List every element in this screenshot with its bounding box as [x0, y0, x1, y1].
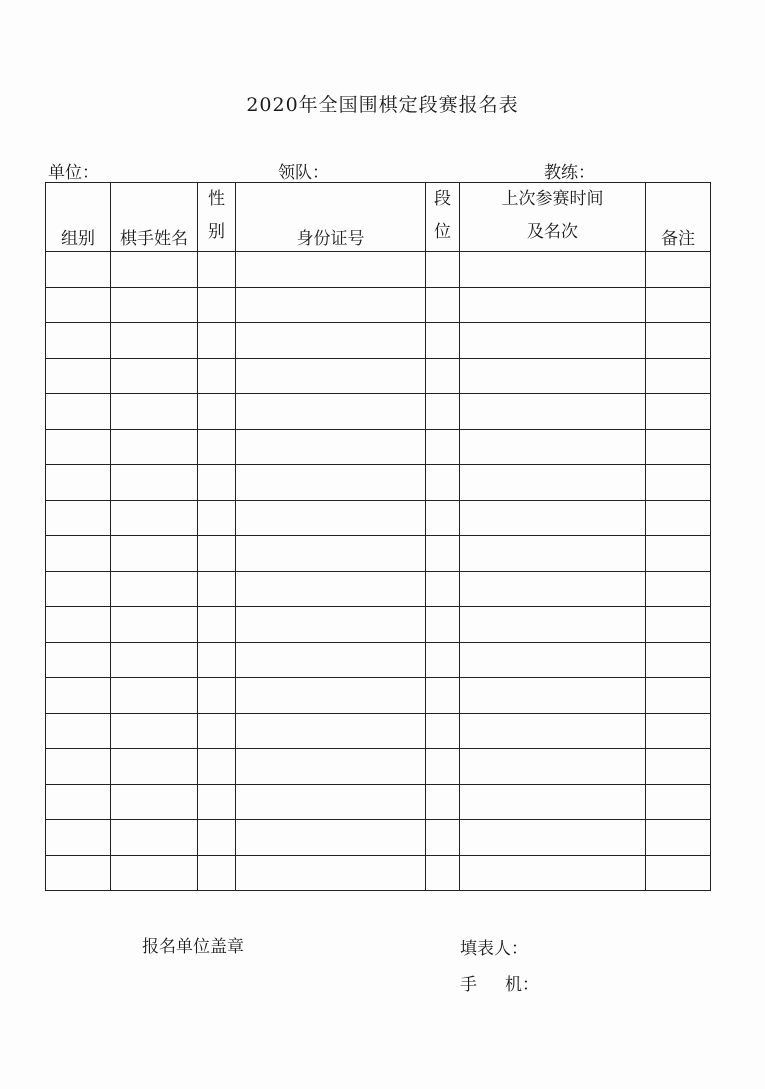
cell-player-name[interactable]: [111, 536, 198, 572]
cell-last-event[interactable]: [460, 713, 646, 749]
cell-group[interactable]: [46, 429, 111, 465]
table-row: [46, 784, 711, 820]
cell-gender[interactable]: [198, 287, 236, 323]
header-gender-bottom: 别: [208, 222, 225, 242]
header-rank-top: 段: [434, 189, 451, 209]
cell-last-event[interactable]: [460, 429, 646, 465]
cell-player-name[interactable]: [111, 500, 198, 536]
cell-remarks[interactable]: [646, 252, 711, 288]
cell-group[interactable]: [46, 820, 111, 856]
cell-group[interactable]: [46, 287, 111, 323]
table-row: [46, 713, 711, 749]
phone-label: [460, 970, 539, 995]
cell-id-number[interactable]: [236, 749, 426, 785]
cell-player-name[interactable]: [111, 642, 198, 678]
phone-label-part1: 手: [460, 975, 477, 995]
cell-rank[interactable]: [426, 252, 460, 288]
table-row: [46, 607, 711, 643]
cell-rank[interactable]: [426, 500, 460, 536]
table-row: [46, 252, 711, 288]
cell-player-name[interactable]: [111, 571, 198, 607]
cell-last-event[interactable]: [460, 394, 646, 430]
header-player-name: 棋手姓名: [111, 183, 198, 252]
cell-player-name[interactable]: [111, 749, 198, 785]
cell-group[interactable]: [46, 642, 111, 678]
cell-player-name[interactable]: [111, 784, 198, 820]
cell-id-number[interactable]: [236, 571, 426, 607]
cell-remarks[interactable]: [646, 678, 711, 714]
cell-gender[interactable]: [198, 323, 236, 359]
cell-last-event[interactable]: [460, 500, 646, 536]
cell-last-event[interactable]: [460, 678, 646, 714]
header-last-event: [460, 183, 646, 252]
cell-id-number[interactable]: [236, 429, 426, 465]
cell-remarks[interactable]: [646, 713, 711, 749]
cell-player-name[interactable]: [111, 713, 198, 749]
stamp-label: 报名单位盖章: [142, 937, 244, 957]
cell-id-number[interactable]: [236, 358, 426, 394]
cell-last-event[interactable]: [460, 642, 646, 678]
cell-player-name[interactable]: [111, 465, 198, 501]
cell-rank[interactable]: [426, 358, 460, 394]
cell-group[interactable]: [46, 465, 111, 501]
cell-remarks[interactable]: [646, 855, 711, 891]
cell-player-name[interactable]: [111, 287, 198, 323]
cell-remarks[interactable]: [646, 571, 711, 607]
cell-remarks[interactable]: [646, 287, 711, 323]
cell-gender[interactable]: [198, 358, 236, 394]
form-title: 2020年全国围棋定段赛报名表: [246, 94, 519, 116]
cell-rank[interactable]: [426, 678, 460, 714]
cell-player-name[interactable]: [111, 607, 198, 643]
header-last-event-bottom: 及名次: [527, 222, 578, 242]
filler-label: 填表人：: [460, 939, 528, 959]
cell-group[interactable]: [46, 500, 111, 536]
cell-id-number[interactable]: [236, 678, 426, 714]
cell-last-event[interactable]: [460, 465, 646, 501]
cell-last-event[interactable]: [460, 252, 646, 288]
table-row: [46, 642, 711, 678]
cell-remarks[interactable]: [646, 536, 711, 572]
cell-remarks[interactable]: [646, 429, 711, 465]
cell-group[interactable]: [46, 571, 111, 607]
cell-player-name[interactable]: [111, 855, 198, 891]
cell-id-number[interactable]: [236, 323, 426, 359]
cell-player-name[interactable]: [111, 678, 198, 714]
cell-gender[interactable]: [198, 820, 236, 856]
table-row: [46, 287, 711, 323]
cell-group[interactable]: [46, 855, 111, 891]
header-last-event-top: 上次参赛时间: [501, 189, 604, 209]
header-group: 组别: [46, 183, 111, 252]
cell-rank[interactable]: [426, 287, 460, 323]
cell-remarks[interactable]: [646, 394, 711, 430]
cell-rank[interactable]: [426, 394, 460, 430]
table-row: [46, 749, 711, 785]
leader-label: 领队：: [278, 163, 329, 183]
cell-group[interactable]: [46, 713, 111, 749]
cell-gender[interactable]: [198, 500, 236, 536]
header-rank: [426, 183, 460, 252]
table-row: [46, 820, 711, 856]
header-remarks: 备注: [646, 183, 711, 252]
header-id-number: 身份证号: [236, 183, 426, 252]
cell-remarks[interactable]: [646, 784, 711, 820]
cell-id-number[interactable]: [236, 642, 426, 678]
cell-group[interactable]: [46, 323, 111, 359]
cell-player-name[interactable]: [111, 429, 198, 465]
cell-last-event[interactable]: [460, 287, 646, 323]
cell-rank[interactable]: [426, 749, 460, 785]
cell-rank[interactable]: [426, 571, 460, 607]
cell-remarks[interactable]: [646, 358, 711, 394]
table-body: [46, 252, 711, 891]
cell-rank[interactable]: [426, 465, 460, 501]
cell-rank[interactable]: [426, 820, 460, 856]
cell-id-number[interactable]: [236, 855, 426, 891]
phone-label-part2: 机：: [505, 975, 539, 995]
cell-last-event[interactable]: [460, 749, 646, 785]
cell-gender[interactable]: [198, 855, 236, 891]
cell-id-number[interactable]: [236, 713, 426, 749]
cell-rank[interactable]: [426, 784, 460, 820]
table-row: [46, 323, 711, 359]
cell-last-event[interactable]: [460, 536, 646, 572]
cell-last-event[interactable]: [460, 323, 646, 359]
cell-remarks[interactable]: [646, 749, 711, 785]
cell-gender[interactable]: [198, 465, 236, 501]
cell-rank[interactable]: [426, 323, 460, 359]
cell-id-number[interactable]: [236, 500, 426, 536]
cell-group[interactable]: [46, 784, 111, 820]
table-header-row: [46, 183, 711, 252]
cell-group[interactable]: [46, 252, 111, 288]
cell-gender[interactable]: [198, 642, 236, 678]
cell-group[interactable]: [46, 394, 111, 430]
table-row: [46, 536, 711, 572]
cell-gender[interactable]: [198, 571, 236, 607]
cell-last-event[interactable]: [460, 571, 646, 607]
cell-remarks[interactable]: [646, 820, 711, 856]
cell-player-name[interactable]: [111, 358, 198, 394]
cell-rank[interactable]: [426, 713, 460, 749]
cell-remarks[interactable]: [646, 465, 711, 501]
cell-last-event[interactable]: [460, 358, 646, 394]
cell-rank[interactable]: [426, 536, 460, 572]
cell-id-number[interactable]: [236, 394, 426, 430]
table-row: [46, 429, 711, 465]
cell-last-event[interactable]: [460, 820, 646, 856]
cell-gender[interactable]: [198, 713, 236, 749]
table-row: [46, 465, 711, 501]
table-row: [46, 394, 711, 430]
cell-remarks[interactable]: [646, 323, 711, 359]
cell-remarks[interactable]: [646, 607, 711, 643]
cell-gender[interactable]: [198, 429, 236, 465]
header-gender: [198, 183, 236, 252]
unit-label: 单位：: [48, 163, 99, 183]
coach-label: 教练：: [544, 163, 595, 183]
cell-last-event[interactable]: [460, 855, 646, 891]
cell-group[interactable]: [46, 607, 111, 643]
cell-player-name[interactable]: [111, 252, 198, 288]
cell-remarks[interactable]: [646, 642, 711, 678]
cell-last-event[interactable]: [460, 784, 646, 820]
cell-player-name[interactable]: [111, 323, 198, 359]
table-row: [46, 678, 711, 714]
cell-player-name[interactable]: [111, 820, 198, 856]
cell-gender[interactable]: [198, 607, 236, 643]
table-row: [46, 855, 711, 891]
cell-group[interactable]: [46, 749, 111, 785]
cell-gender[interactable]: [198, 678, 236, 714]
cell-rank[interactable]: [426, 607, 460, 643]
cell-remarks[interactable]: [646, 500, 711, 536]
cell-id-number[interactable]: [236, 287, 426, 323]
cell-id-number[interactable]: [236, 536, 426, 572]
cell-gender[interactable]: [198, 749, 236, 785]
cell-group[interactable]: [46, 358, 111, 394]
cell-gender[interactable]: [198, 536, 236, 572]
header-gender-top: 性: [208, 189, 225, 209]
cell-gender[interactable]: [198, 252, 236, 288]
registration-table: [45, 182, 711, 891]
table-row: [46, 500, 711, 536]
cell-last-event[interactable]: [460, 607, 646, 643]
cell-rank[interactable]: [426, 855, 460, 891]
cell-id-number[interactable]: [236, 465, 426, 501]
cell-id-number[interactable]: [236, 784, 426, 820]
table-row: [46, 358, 711, 394]
cell-gender[interactable]: [198, 784, 236, 820]
table-row: [46, 571, 711, 607]
cell-id-number[interactable]: [236, 252, 426, 288]
header-rank-bottom: 位: [434, 222, 451, 242]
cell-id-number[interactable]: [236, 607, 426, 643]
cell-rank[interactable]: [426, 429, 460, 465]
cell-rank[interactable]: [426, 642, 460, 678]
cell-player-name[interactable]: [111, 394, 198, 430]
cell-gender[interactable]: [198, 394, 236, 430]
cell-group[interactable]: [46, 678, 111, 714]
cell-id-number[interactable]: [236, 820, 426, 856]
cell-group[interactable]: [46, 536, 111, 572]
